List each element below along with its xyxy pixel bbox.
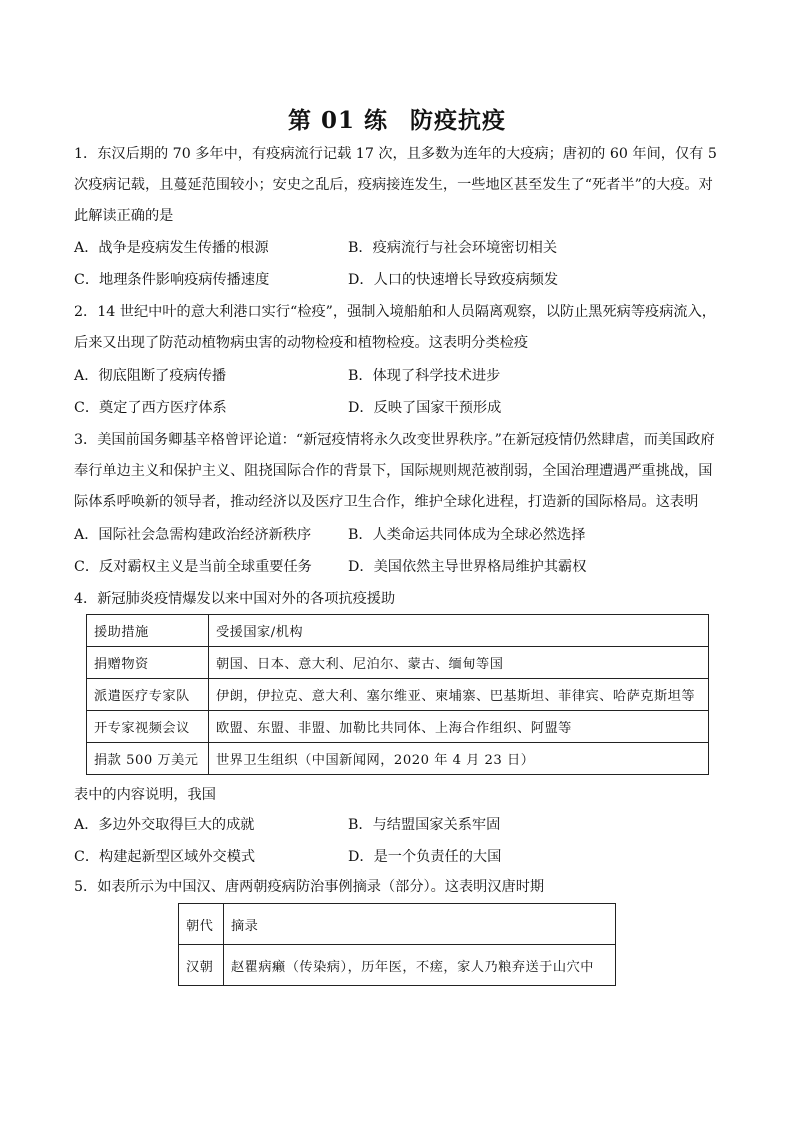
- table-row: [87, 743, 709, 775]
- question-4-stem: 4．新冠肺炎疫情爆发以来中国对外的各项抗疫援助: [74, 591, 396, 607]
- q2-option-a: A．彻底阻断了疫病传播: [74, 368, 227, 384]
- table-cell: 伊朗，伊拉克、意大利、塞尔维亚、柬埔寨、巴基斯坦、菲律宾、哈萨克斯坦等: [209, 679, 709, 711]
- table-cell: 汉朝: [179, 945, 224, 986]
- table-cell: 朝国、日本、意大利、尼泊尔、蒙古、缅甸等国: [209, 647, 709, 679]
- table-header-cell: 朝代: [179, 904, 224, 945]
- table-cell: 派遣医疗专家队: [87, 679, 209, 711]
- question-2-stem: 2．14 世纪中叶的意大利港口实行“检疫”，强制入境船舶和人员隔离观察，以防止黑死病等疫病流入，后来又出现了防范动植物病虫害的动物检疫和植物检疫。这表明分类检疫: [74, 304, 716, 351]
- table-header-cell: 摘录: [224, 904, 616, 945]
- table-row: [179, 904, 616, 945]
- page-title: 第 01 练 防疫抗疫: [287, 107, 507, 134]
- q4-option-a: A．多边外交取得巨大的成就: [74, 817, 255, 833]
- q4-option-d: D．是一个负责任的大国: [348, 849, 502, 865]
- table-cell: 世界卫生组织（中国新闻网，2020 年 4 月 23 日）: [209, 743, 709, 775]
- aid-table: [86, 614, 709, 775]
- table-cell: 赵瞿病癞（传染病），历年医，不瘥，家人乃粮弃送于山穴中: [224, 945, 616, 986]
- table-cell: 欧盟、东盟、非盟、加勒比共同体、上海合作组织、阿盟等: [209, 711, 709, 743]
- q1-option-b: B．疫病流行与社会环境密切相关: [348, 240, 558, 256]
- question-5-stem: 5．如表所示为中国汉、唐两朝疫病防治事例摘录（部分）。这表明汉唐时期: [74, 879, 545, 895]
- q4-option-b: B．与结盟国家关系牢固: [348, 817, 501, 833]
- table-cell: 开专家视频会议: [87, 711, 209, 743]
- table-header-cell: 受援国家/机构: [209, 615, 709, 647]
- question-3-stem: 3．美国前国务卿基辛格曾评论道：“新冠疫情将永久改变世界秩序。”在新冠疫情仍然肆虐，而美国政府奉行单边主义和保护主义、阻挠国际合作的背景下，国际规则规范被削弱，全国治理遭遇严重挑战，国际体系呼唤新的领导者，推动经济以及医疗卫生合作，维护全球化进程，打造新的国际格局。这表明: [74, 432, 715, 510]
- q3-option-d: D．美国依然主导世界格局维护其霸权: [348, 559, 587, 575]
- q2-option-c: C．奠定了西方医疗体系: [74, 400, 227, 416]
- table-row: [87, 615, 709, 647]
- q3-option-a: A．国际社会急需构建政治经济新秩序: [74, 527, 312, 543]
- q1-option-a: A．战争是疫病发生传播的根源: [74, 240, 269, 256]
- table-row: [87, 679, 709, 711]
- table-row: [87, 711, 709, 743]
- q1-option-d: D．人口的快速增长导致疫病频发: [348, 272, 559, 288]
- table-cell: 捐赠物资: [87, 647, 209, 679]
- q4-option-c: C．构建起新型区域外交模式: [74, 849, 256, 865]
- question-4-followup: 表中的内容说明，我国: [74, 787, 216, 803]
- dynasty-table: [178, 903, 616, 986]
- table-row: [179, 945, 616, 986]
- q1-option-c: C．地理条件影响疫病传播速度: [74, 272, 270, 288]
- table-header-cell: 援助措施: [87, 615, 209, 647]
- table-row: [87, 647, 709, 679]
- q3-option-b: B．人类命运共同体成为全球必然选择: [348, 527, 586, 543]
- q2-option-b: B．体现了科学技术进步: [348, 368, 501, 384]
- q3-option-c: C．反对霸权主义是当前全球重要任务: [74, 559, 312, 575]
- table-cell: 捐款 500 万美元: [87, 743, 209, 775]
- question-1-stem: 1．东汉后期的 70 多年中，有疫病流行记载 17 次，且多数为连年的大疫病；唐初的 60 年间，仅有 5 次疫病记载，且蔓延范围较小；安史之乱后，疫病接连发生，一些地区甚至发生了“死者半”的大疫。对此解读正确的是: [74, 146, 717, 224]
- q2-option-d: D．反映了国家干预形成: [348, 400, 502, 416]
